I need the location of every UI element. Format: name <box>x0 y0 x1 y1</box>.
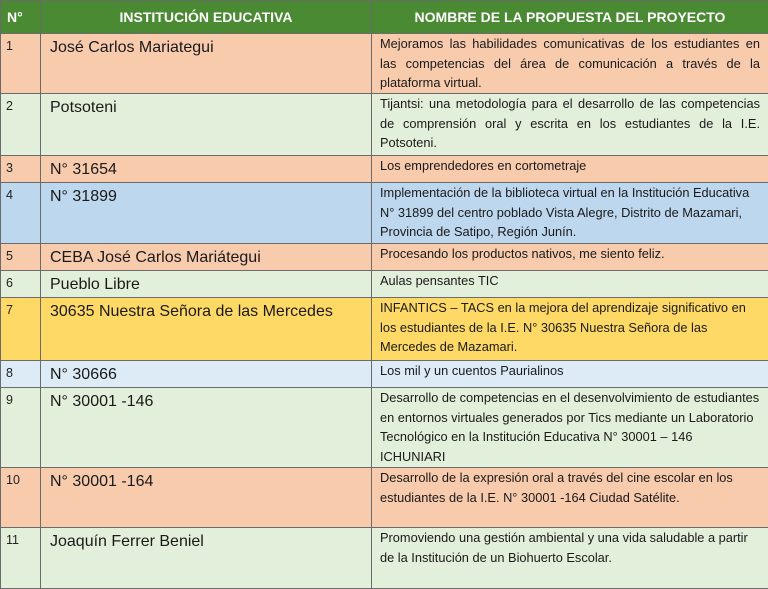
row-number: 11 <box>1 528 41 589</box>
project-name: Los mil y un cuentos Paurialinos <box>372 361 768 388</box>
row-number: 5 <box>1 244 41 271</box>
row-number: 7 <box>1 298 41 361</box>
table-row <box>1 388 768 468</box>
institution-name: Joaquín Ferrer Beniel <box>41 528 372 589</box>
row-number: 6 <box>1 271 41 298</box>
project-name: Implementación de la biblioteca virtual en la Institución Educativa N° 31899 del centro poblado Vista Alegre, Distrito de Mazamari, Provincia de Satipo, Región Junín. <box>372 183 768 244</box>
row-number: 4 <box>1 183 41 244</box>
row-number: 9 <box>1 388 41 468</box>
project-name: Tijantsi: una metodología para el desarrollo de las competencias de comprensión oral y escrita en los estudiantes de la I.E. Potsoteni. <box>372 94 768 156</box>
project-name: Mejoramos las habilidades comunicativas de los estudiantes en las competencias del área de comunicación a través de la plataforma virtual. <box>372 34 768 94</box>
institution-name: Pueblo Libre <box>41 271 372 298</box>
project-name: INFANTICS – TACS en la mejora del aprendizaje significativo en los estudiantes de la I.E. N° 30635 Nuestra Señora de las Mercedes de Mazamari. <box>372 298 768 361</box>
table-row <box>1 94 768 156</box>
row-number: 8 <box>1 361 41 388</box>
project-name: Desarrollo de la expresión oral a través del cine escolar en los estudiantes de la I.E. N° 30001 -164 Ciudad Satélite. <box>372 468 768 528</box>
row-number: 1 <box>1 34 41 94</box>
institution-name: N° 30001 -146 <box>41 388 372 468</box>
institution-name: José Carlos Mariategui <box>41 34 372 94</box>
table-row <box>1 183 768 244</box>
table-row <box>1 271 768 298</box>
institution-name: N° 30001 -164 <box>41 468 372 528</box>
institution-name: Potsoteni <box>41 94 372 156</box>
row-number: 3 <box>1 156 41 183</box>
table-row <box>1 34 768 94</box>
table-row <box>1 361 768 388</box>
header-project: NOMBRE DE LA PROPUESTA DEL PROYECTO <box>372 1 768 34</box>
table-row <box>1 244 768 271</box>
institution-name: N° 31654 <box>41 156 372 183</box>
row-number: 2 <box>1 94 41 156</box>
institution-name: CEBA José Carlos Mariátegui <box>41 244 372 271</box>
table-row <box>1 298 768 361</box>
row-number: 10 <box>1 468 41 528</box>
institution-name: N° 30666 <box>41 361 372 388</box>
table-header-row <box>1 1 768 34</box>
project-name: Promoviendo una gestión ambiental y una vida saludable a partir de la Institución de un Biohuerto Escolar. <box>372 528 768 589</box>
project-name: Los emprendedores en cortometraje <box>372 156 768 183</box>
project-name: Desarrollo de competencias en el desenvolvimiento de estudiantes en entornos virtuales generados por Tics mediante un Laboratorio Tecnológico en la Institución Educativa N° 30001 – 146 ICHUNIARI <box>372 388 768 468</box>
institution-name: N° 31899 <box>41 183 372 244</box>
table-row <box>1 468 768 528</box>
table-row <box>1 528 768 589</box>
project-name: Aulas pensantes TIC <box>372 271 768 298</box>
institution-name: 30635 Nuestra Señora de las Mercedes <box>41 298 372 361</box>
project-name: Procesando los productos nativos, me siento feliz. <box>372 244 768 271</box>
table-row <box>1 156 768 183</box>
header-institution: INSTITUCIÓN EDUCATIVA <box>41 1 372 34</box>
header-number: N° <box>1 1 41 34</box>
